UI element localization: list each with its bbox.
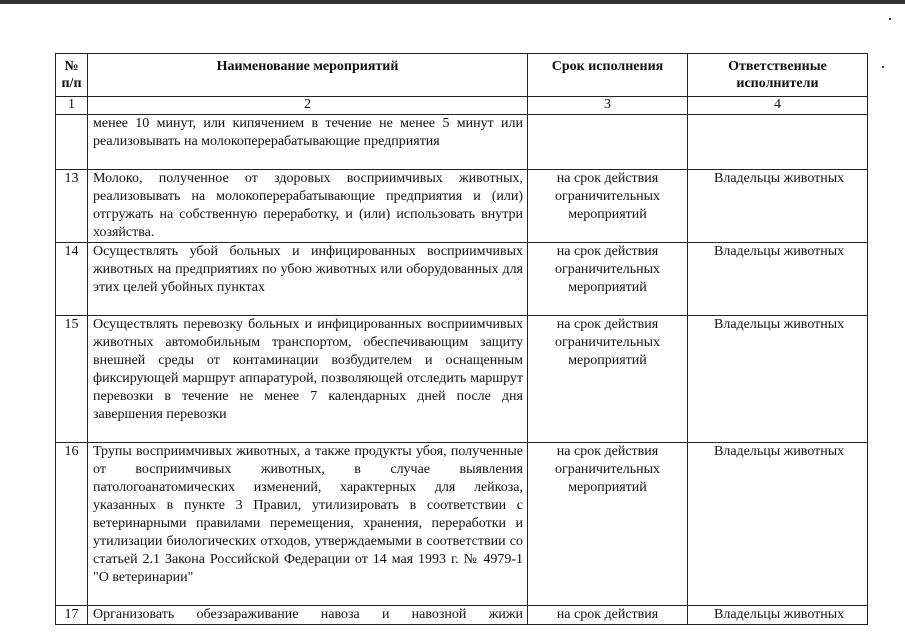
row-number: 14 <box>56 243 88 316</box>
activity-text: Молоко, полученное от здоровых восприимчивых животных, реализовывать на молокоперерабатывающие предприятия и (или) отгружать на собственную переработку, и (или) использовать внутри хозяйства. <box>88 170 528 243</box>
activity-text: Осуществлять перевозку больных и инфицированных восприимчивых животных автомобильным транспортом, обеспечивающим защиту внешней среды от контаминации возбудителем и оснащенным фиксирующей маршрут аппаратурой, позволяющей отследить маршрут перевозки в течение не менее 7 календарных дней после дня завершения перевозки <box>88 316 528 443</box>
activity-text: Трупы восприимчивых животных, а также продукты убоя, полученные от восприимчивых животных, в случае выявления патологоанатомических изменений, характерных для лейкоза, указанных в пункте 3 Правил, утилизировать в соответствии с ветеринарными правилами перемещения, хранения, переработки и утилизации биологических отходов, утверждаемыми в соответствии со статьей 2.1 Закона Российской Федерации от 14 мая 1993 г. № 4979-1 "О ветеринарии" <box>88 443 528 606</box>
column-index: 4 <box>688 97 868 115</box>
deadline-text: на срок действия ограничительных мероприятий <box>528 443 688 606</box>
header-deadline: Срок исполнения <box>528 54 688 97</box>
responsible-text <box>688 115 868 170</box>
responsible-text: Владельцы животных <box>688 170 868 243</box>
responsible-text: Владельцы животных <box>688 243 868 316</box>
deadline-text: на срок действия ограничительных мероприятий <box>528 316 688 443</box>
row-number: 17 <box>56 606 88 625</box>
deadline-text <box>528 115 688 170</box>
table-row <box>56 606 868 625</box>
row-number <box>56 115 88 170</box>
scan-speck <box>889 18 891 20</box>
row-number: 16 <box>56 443 88 606</box>
table-row <box>56 115 868 170</box>
header-responsible: Ответственные исполнители <box>688 54 868 97</box>
activity-text-line: Организовать обеззараживание навоза и навозной жижи <box>93 607 523 622</box>
table-header-row <box>56 54 868 97</box>
header-activity-name: Наименование мероприятий <box>88 54 528 97</box>
deadline-text: на срок действия <box>528 606 688 625</box>
activity-text: менее 10 минут, или кипячением в течение не менее 5 минут или реализовывать на молокоперерабатывающие предприятия <box>88 115 528 170</box>
deadline-text: на срок действия ограничительных мероприятий <box>528 170 688 243</box>
activity-text <box>88 606 528 625</box>
column-index: 1 <box>56 97 88 115</box>
row-number: 13 <box>56 170 88 243</box>
table-row <box>56 243 868 316</box>
column-index-row <box>56 97 868 115</box>
table-row <box>56 443 868 606</box>
activity-text: Осуществлять убой больных и инфицированных восприимчивых животных на предприятиях по убою животных или оборудованных для этих целей убойных пунктах <box>88 243 528 316</box>
responsible-text: Владельцы животных <box>688 316 868 443</box>
row-number: 15 <box>56 316 88 443</box>
column-index: 2 <box>88 97 528 115</box>
header-number: № п/п <box>56 54 88 97</box>
table-row <box>56 316 868 443</box>
column-index: 3 <box>528 97 688 115</box>
responsible-text: Владельцы животных <box>688 606 868 625</box>
responsible-text: Владельцы животных <box>688 443 868 606</box>
scan-top-edge <box>0 0 905 4</box>
deadline-text: на срок действия ограничительных мероприятий <box>528 243 688 316</box>
measures-table <box>55 53 868 625</box>
table-row <box>56 170 868 243</box>
scan-speck <box>882 66 884 68</box>
